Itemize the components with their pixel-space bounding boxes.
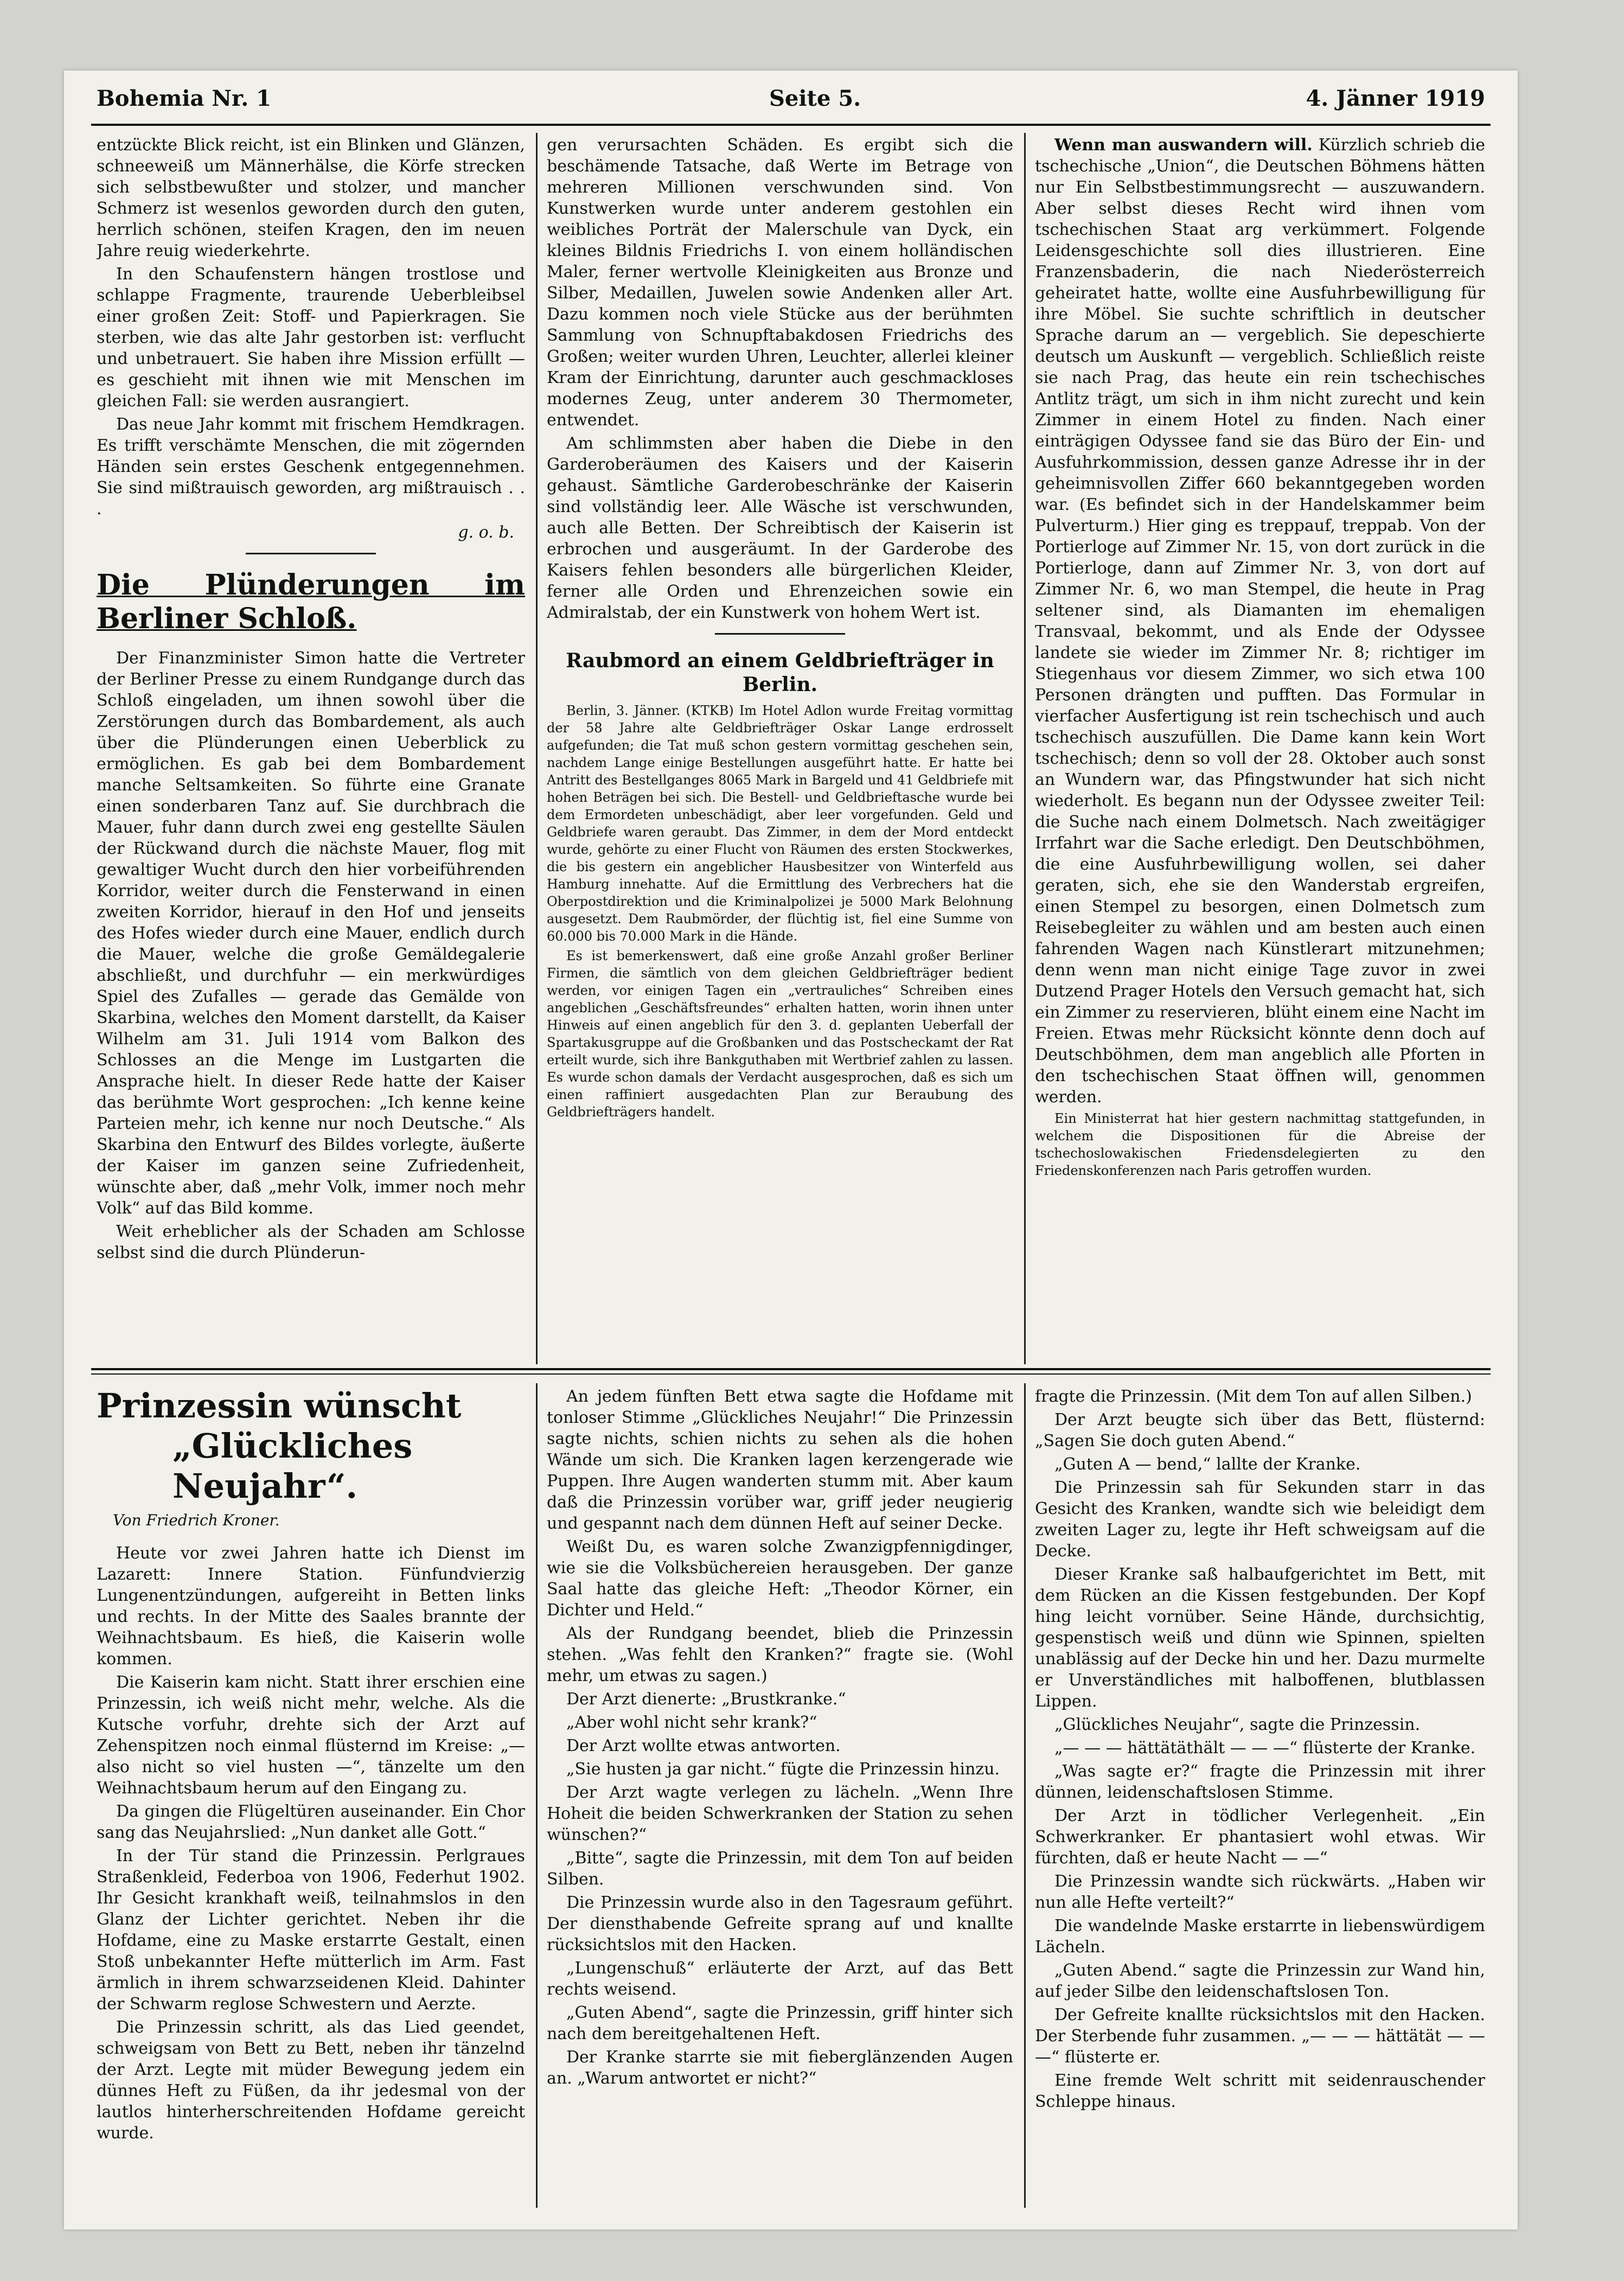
story-title: „Glückliches Neujahr“.	[172, 1426, 413, 1506]
story-paragraph: Da gingen die Flügeltüren auseinander. Ein Chor sang das Neujahrslied: „Nun danket alle Gott.“	[97, 1802, 525, 1842]
news-report: Ein Ministerrat hat hier gestern nachmittag stattgefunden, in welchem die Dispositionen für die Abreise der tschechoslowakischen Friedensdelegierten zu den Friedenskonferenzen nach Paris getroffen wurden.	[1035, 1111, 1485, 1178]
column-divider	[536, 133, 538, 1364]
masthead-issue: Bohemia Nr. 1	[97, 86, 272, 111]
story-paragraph: Der Arzt beugte sich über das Bett, flüsternd: „Sagen Sie doch guten Abend.“	[1035, 1410, 1485, 1451]
page-header	[97, 86, 1485, 124]
article-paragraph: Weit erheblicher als der Schaden am Schlosse selbst sind die durch Plünderun-	[97, 1222, 525, 1262]
story-paragraph: „Sie husten ja gar nicht.“ fügte die Prinzessin hinzu.	[566, 1760, 1000, 1779]
news-report: Es ist bemerkenswert, daß eine große Anzahl großer Berliner Firmen, die sämtlich von dem gleichen Geldbriefträger bedient werden, vor einigen Tagen ein „vertrauliches“ Schreiben eines angeblichen „Geschäftsfreundes“ erhalten hatten, worin ihnen unter Hinweis auf einen angeblich für den 3. d. geplanten Ueberfall der Spartakusgruppe auf die Großbanken und das Postscheckamt der Rat erteilt wurde, sich ihre Bankguthaben mit Wertbrief zahlen zu lassen. Es wurde schon damals der Verdacht ausgesprochen, daß es sich um einen raffiniert ausgedachten Plan zur Beraubung des Geldbriefträgers handelt.	[547, 948, 1013, 1120]
story-paragraph: Dieser Kranke saß halbaufgerichtet im Bett, mit dem Rücken an die Kissen festgebunden. Der Kopf hing leicht vornüber. Seine Hände, durchsichtig, gespenstisch weiß und dünn wie Spinnen, spielten unablässig auf der Decke hin und her. Dazu murmelte er Unverständliches mit halboffenen, blutblassen Lippen.	[1035, 1565, 1485, 1711]
column-divider	[536, 1383, 538, 2208]
story-paragraph: „Guten Abend“, sagte die Prinzessin, griff hinter sich nach dem bereitgehaltenen Heft.	[547, 2003, 1013, 2043]
story-paragraph: Heute vor zwei Jahren hatte ich Dienst im Lazarett: Innere Station. Fünfundvierzig Lungenentzündungen, aufgereiht in Betten links und rechts. In der Mitte des Saales brannte der Weihnachtsbaum. Es hieß, die Kaiserin wolle kommen.	[97, 1544, 525, 1669]
article-paragraph: Kürzlich schrieb die tschechische „Union“, die Deutschen Böhmens hätten nur Ein Selbstbestimmungsrecht — auszuwandern. Aber selbst dieses Recht wird ihnen vom tschechischen Staat arg verkümmert. Folgende Leidensgeschichte soll dies illustrieren. Eine Franzensbaderin, die nach Niederösterreich geheiratet hatte, wollte eine Ausfuhrbewilligung für ihre Möbel. Sie suchte schriftlich in deutscher Sprache darum an — vergeblich. Sie depeschierte deutsch um Auskunft — vergeblich. Schließlich reiste sie nach Prag, das heute ein rein tschechisches Antlitz trägt, um sich in ihm nicht zurecht und kein Zimmer in einem Hotel zu finden. Nach einer einträgigen Odyssee fand sie das Büro der Ein- und Ausfuhrkommission, dessen ganze Adresse ihr in der geheimnisvollen Ziffer 660 bekanntgegeben worden war. (Es befindet sich in der Handelskammer beim Pulverturm.) Hier ging es treppauf, treppab. Von der Portierloge auf Zimmer Nr. 15, von dort zurück in die Portierloge, dann auf Zimmer Nr. 3, von dort auf Zimmer Nr. 6, wo man Stempel, die heute in Prag seltener sind, als Diamanten im ehemaligen Transvaal, bekommt, und als Ende der Odyssee landete sie wieder im Zimmer Nr. 8; richtiger im Stiegenhaus vor diesem Zimmer, wo sich etwa 100 Personen drängten und pufften. Das Formular in vierfacher Ausfertigung ist rein tschechisch und auch tschechisch auszufüllen. Die Dame kann kein Wort tschechisch; denn so voll der 28. Oktober auch sonst an Wundern war, das Pfingstwunder hat sich nicht wiederholt. Es begann nun der Odyssee zweiter Teil: die Suche nach einem Dolmetsch. Nach zweitägiger Irrfahrt war die Sache erledigt. Den Deutschböhmen, die eine Ausfuhrbewilligung wollen, sei daher geraten, sich, ehe sie den Wanderstab ergreifen, einen Stempel zu besorgen, einen Dolmetsch zum Reisebegleiter zu wählen und am besten auch einen fahrenden Wagen nach Künstlerart mitzunehmen; denn wenn man nicht einige Tage zuvor in zwei Dutzend Prager Hotels den Versuch gemacht hat, sich ein Zimmer zu reservieren, blüht einem eine Nacht im Freien. Etwas mehr Rücksicht könnte denn doch auf Deutschböhmen, dem man angeblich alle Pforten in den tschechischen Staat öffnen will, genommen werden.	[1035, 136, 1485, 1107]
story-paragraph: „— — — hättätäthält — — —“ flüsterte der Kranke.	[1054, 1739, 1476, 1758]
collar-paragraph: entzückte Blick reicht, ist ein Blinken und Glänzen, schneeweiß um Männerhälse, die Körfe strecken sich selbstbewußter und stolzer, und mancher Schmerz ist wesenlos geworden durch den guten, herrlich schönen, steifen Kragen, den im neuen Jahre reuig wiederkehrte.	[97, 136, 525, 260]
story-paragraph: „Bitte“, sagte die Prinzessin, mit dem Ton auf beiden Silben.	[547, 1849, 1013, 1889]
story-paragraph: Die wandelnde Maske erstarrte in liebenswürdigem Lächeln.	[1035, 1916, 1485, 1957]
story-paragraph: fragte die Prinzessin. (Mit dem Ton auf allen Silben.)	[1035, 1387, 1472, 1406]
story-byline: Von Friedrich Kroner.	[113, 1511, 280, 1529]
article-paragraph: gen verursachten Schäden. Es ergibt sich die beschämende Tatsache, daß Werte im Betrage von mehreren Millionen verschwunden sind. Von Kunstwerken wurde unter anderem gestohlen ein weibliches Porträt der Malerschule van Dyck, ein kleines Bildnis Friedrichs I. von einem holländischen Maler, ferner wertvolle Kleinigkeiten aus Bronze und Silber, Medaillen, Juwelen sowie Andenken aller Art. Dazu kommen noch viele Stücke aus der berühmten Sammlung von Schnupftabakdosen Friedrichs des Großen; weiter wurden Uhren, Leuchter, allerlei kleiner Kram der Einrichtung, darunter auch geschmackloses modernes Zeug, unter anderem 30 Thermometer, entwendet.	[547, 136, 1013, 430]
article-separator	[715, 633, 845, 635]
article-separator	[246, 553, 376, 554]
story-paragraph: Die Prinzessin wurde also in den Tagesraum geführt. Der diensthabende Gefreite sprang auf und knallte rücksichtslos mit den Hacken.	[547, 1893, 1013, 1954]
story-column-3	[1035, 1386, 1485, 2221]
story-column-2	[547, 1386, 1013, 2221]
article-paragraph: Am schlimmsten aber haben die Diebe in den Garderoberäumen des Kaisers und der Kaiserin gehaust. Sämtliche Garderobeschränke der Kaiserin sind vollständig leer. Alle Wäsche ist verschwunden, auch alle Betten. Der Schreibtisch der Kaiserin ist erbrochen und ausgeräumt. In der Garderobe des Kaisers fehlen besonders alle bürgerlichen Kleider, ferner alle Orden und Ehrenzeichen sowie ein Admiralstab, der ein Kunstwerk von hohem Wert ist.	[547, 434, 1013, 622]
story-paragraph: Als der Rundgang beendet, blieb die Prinzessin stehen. „Was fehlt den Kranken?“ fragte sie. (Wohl mehr, um etwas zu sagen.)	[547, 1624, 1013, 1685]
story-paragraph: Die Prinzessin schritt, als das Lied geendet, schweigsam von Bett zu Bett, neben ihr tänzelnd der Arzt. Legte mit müder Bewegung jedem ein dünnes Heft zu Füßen, da ihr jedesmal von der lautlos hinterherschreitenden Hofdame gereicht wurde.	[97, 2018, 525, 2143]
author-signature: g. o. b.	[458, 523, 514, 542]
news-report: Berlin, 3. Jänner. (KTKB) Im Hotel Adlon wurde Freitag vormittag der 58 Jahre alte Geldbriefträger Oskar Lange erdrosselt aufgefunden; die Tat muß schon gestern vormittag geschehen sein, nachdem Lange einige Bestellungen ausgeführt hatte. Er hatte bei Antritt des Bestellganges 8065 Mark in Bargeld und 41 Geldbriefe mit hohen Beträgen bei sich. Die Bestell- und Geldbrieftasche wurde bei dem Ermordeten unbeschädigt, aber leer vorgefunden. Geld und Geldbriefe waren geraubt. Das Zimmer, in dem der Mord entdeckt wurde, gehörte zu einer Flucht von Räumen des ersten Stockwerkes, die bis gestern ein angeblicher Hausbesitzer von Winterfeld aus Hamburg innehatte. Auf die Ermittlung des Verbrechers hat die Oberpostdirektion und die Kriminalpolizei je 5000 Mark Belohnung ausgesetzt. Dem Raubmörder, der flüchtig ist, fiel eine Summe von 60.000 bis 70.000 Mark in die Hände.	[547, 703, 1013, 944]
article-headline: Wenn man auswandern will.	[1054, 136, 1313, 155]
newspaper-page	[64, 71, 1518, 2229]
collar-paragraph: In den Schaufenstern hängen trostlose und schlappe Fragmente, traurende Ueberbleibsel einer großen Zeit: Stoff- und Papierkragen. Sie sterben, wie das alte Jahr gestorben ist: verflucht und unbetrauert. Sie haben ihre Mission erfüllt — es geschieht mit ihnen wie mit Menschen im gleichen Fall: sie werden ausrangiert.	[97, 265, 525, 411]
story-paragraph: „Glückliches Neujahr“, sagte die Prinzessin.	[1054, 1715, 1421, 1734]
article-headline: Die Plünderungen im Berliner Schloß.	[97, 568, 525, 635]
header-rule	[91, 124, 1491, 126]
story-paragraph: Der Arzt wollte etwas antworten.	[566, 1736, 841, 1755]
story-paragraph: Der Arzt in tödlicher Verlegenheit. „Ein Schwerkranker. Er phantasiert wohl etwas. Wir fürchten, daß er heute Nacht — —“	[1035, 1806, 1485, 1868]
article-headline: Raubmord an einem Geldbriefträger in Berlin.	[566, 649, 994, 696]
story-paragraph: Der Gefreite knallte rücksichtslos mit den Hacken. Der Sterbende fuhr zusammen. „— — — hättätät — — —“ flüsterte er.	[1035, 2005, 1485, 2067]
story-paragraph: Weißt Du, es waren solche Zwanzigpfennigdinger, wie sie die Volksbüchereien herausgeben. Der ganze Saal hatte das gleiche Heft: „Theodor Körner, ein Dichter und Held.“	[547, 1537, 1013, 1620]
story-column-1	[97, 1386, 525, 2221]
story-paragraph: „Was sagte er?“ fragte die Prinzessin mit ihrer dünnen, leidenschaftslosen Stimme.	[1035, 1762, 1485, 1802]
page-number: Seite 5.	[769, 86, 861, 111]
column-divider	[1024, 133, 1026, 1364]
section-rule	[91, 1373, 1491, 1375]
story-paragraph: „Guten A — bend,“ lallte der Kranke.	[1054, 1455, 1361, 1474]
story-paragraph: „Aber wohl nicht sehr krank?“	[566, 1713, 817, 1732]
story-title: Prinzessin wünscht	[97, 1386, 462, 1426]
story-paragraph: „Lungenschuß“ erläuterte der Arzt, auf das Bett rechts weisend.	[547, 1959, 1013, 1999]
story-paragraph: Die Prinzessin sah für Sekunden starr in das Gesicht des Kranken, wandte sich wie beleidigt dem zweiten Lager zu, legte ihr Heft schweigsam auf die Decke.	[1035, 1478, 1485, 1561]
upper-column-2	[547, 135, 1013, 1360]
issue-date: 4. Jänner 1919	[1306, 86, 1485, 111]
story-paragraph: Die Prinzessin wandte sich rückwärts. „Haben wir nun alle Hefte verteilt?“	[1035, 1872, 1485, 1912]
story-paragraph: Die Kaiserin kam nicht. Statt ihrer erschien eine Prinzessin, ich weiß nicht mehr, welche. Als die Kutsche vorfuhr, drehte sich der Arzt auf Zehenspitzen noch einmal flüsternd im Kreise: „— also nicht so viel husten —“, tänzelte um den Weihnachtsbaum herum auf den Eingang zu.	[97, 1673, 525, 1798]
story-paragraph: „Guten Abend.“ sagte die Prinzessin zur Wand hin, auf jeder Silbe den leidenschaftslosen Ton.	[1035, 1961, 1485, 2001]
story-paragraph: Der Arzt dienerte: „Brustkranke.“	[566, 1690, 846, 1709]
story-paragraph: Der Arzt wagte verlegen zu lächeln. „Wenn Ihre Hoheit die beiden Schwerkranken der Station zu sehen wünschen?“	[547, 1783, 1013, 1844]
story-paragraph: Der Kranke starrte sie mit fieberglänzenden Augen an. „Warum antwortet er nicht?“	[547, 2048, 1013, 2088]
story-paragraph: An jedem fünften Bett etwa sagte die Hofdame mit tonloser Stimme „Glückliches Neujahr!“ Die Prinzessin sagte nichts, schien nichts zu sehen als die hohen Wände um sich. Die Kranken lagen kerzengerade wie Puppen. Ihre Augen wanderten stumm mit. Aber kaum daß die Prinzessin vorüber war, griff jeder neugierig und gespannt nach dem dünnen Heft auf seiner Decke.	[547, 1387, 1013, 1533]
collar-paragraph: Das neue Jahr kommt mit frischem Hemdkragen. Es trifft verschämte Menschen, die mit zögernden Händen sein erstes Geschenk entgegennehmen. Sie sind mißtrauisch geworden, arg mißtrauisch . . .	[97, 415, 525, 519]
story-paragraph: Eine fremde Welt schritt mit seidenrauschender Schleppe hinaus.	[1035, 2071, 1485, 2111]
article-paragraph: Der Finanzminister Simon hatte die Vertreter der Berliner Presse zu einem Rundgange durch das Schloß eingeladen, um ihnen sowohl über die Zerstörungen durch das Bombardement, als auch über die Plünderungen einen Ueberblick zu ermöglichen. Es gab bei dem Bombardement manche Seltsamkeiten. So führte eine Granate einen sonderbaren Tanz auf. Sie durchbrach die Mauer, fuhr dann durch zwei eng gestellte Säulen der Rückwand durch die nächste Mauer, flog mit gewaltiger Wucht durch den hier vorbeiführenden Korridor, weiter durch die Fensterwand in einen zweiten Korridor, hierauf in den Hof und jenseits des Hofes wieder durch eine Mauer, endlich durch die Mauer, welche die große Gemäldegalerie abschließt, und durchfuhr — ein merkwürdiges Spiel des Zufalles — gerade das Gemälde von Skarbina, welches den Moment darstellt, da Kaiser Wilhelm am 31. Juli 1914 vom Balkon des Schlosses an die Menge im Lustgarten die Ansprache hielt. In dieser Rede hatte der Kaiser das berühmte Wort gesprochen: „Ich kenne keine Parteien mehr, ich kenne nur noch Deutsche.“ Als Skarbina den Entwurf des Bildes vorlegte, äußerte der Kaiser im ganzen seine Zufriedenheit, wünschte aber, daß „mehr Volk, immer noch mehr Volk“ auf das Bild komme.	[97, 649, 525, 1218]
upper-column-3	[1035, 135, 1485, 1360]
section-rule	[91, 1368, 1491, 1370]
upper-column-1	[97, 135, 525, 1360]
column-divider	[1024, 1383, 1026, 2208]
story-paragraph: In der Tür stand die Prinzessin. Perlgraues Straßenkleid, Federboa von 1906, Federhut 1902. Ihr Gesicht krankhaft weiß, teilnahmslos in den Glanz der Lichter gerichtet. Neben ihr die Hofdame, eine zu Maske erstarrte Gestalt, einen Stoß unbekannter Hefte mütterlich im Arm. Fast ärmlich in ihrem schwarzseidenen Kleid. Dahinter der Schwarm reglose Schwestern und Aerzte.	[97, 1846, 525, 2014]
